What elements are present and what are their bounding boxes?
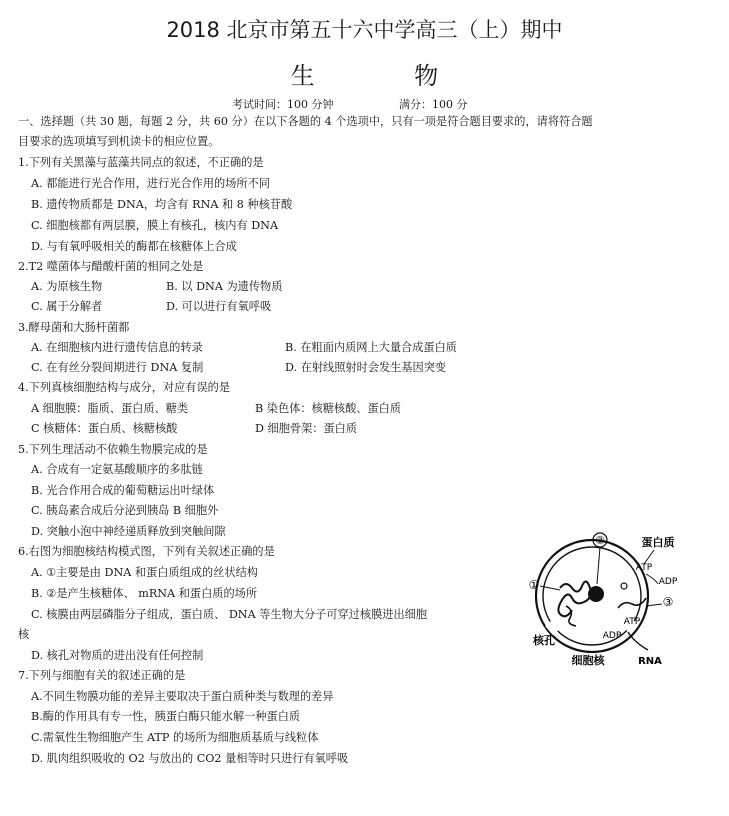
subject-title: 生 物: [290, 62, 485, 90]
q6-option-b: B. ②是产生核糖体、 mRNA 和蛋白质的场所: [31, 587, 258, 600]
label-adp-bottom: ADP: [602, 631, 622, 641]
q4-option-d: D 细胞骨架：蛋白质: [255, 422, 358, 435]
nuclear-pore: [545, 620, 560, 635]
q3-option-b: B. 在粗面内质网上大量合成蛋白质: [285, 341, 457, 354]
q2-option-d: D. 可以进行有氧呼吸: [166, 300, 272, 313]
nucleus-diagram: [520, 524, 690, 674]
label-1: ①: [528, 578, 540, 592]
exam-time: 考试时间：100 分钟: [232, 98, 334, 111]
q2-option-b: B. 以 DNA 为遗传物质: [166, 280, 283, 293]
q1-option-b: B. 遗传物质都是 DNA，均含有 RNA 和 8 种核苷酸: [31, 198, 293, 211]
q1-option-d: D. 与有氧呼吸相关的酶都在核糖体上合成: [31, 240, 237, 253]
label-protein: 蛋白质: [641, 536, 675, 549]
label-atp-bottom: ATP: [623, 617, 641, 627]
label-nucleus: 细胞核: [571, 654, 605, 667]
q3-option-a: A. 在细胞核内进行遗传信息的转录: [31, 341, 203, 354]
q6-option-c: C. 核膜由两层磷脂分子组成，蛋白质、 DNA 等生物大分子可穿过核膜进出细胞: [31, 608, 428, 621]
q2-option-a: A. 为原核生物: [31, 280, 103, 293]
q4-option-b: B 染色体：核糖核酸、蛋白质: [255, 402, 402, 415]
q3-stem: 3.酵母菌和大肠杆菌都: [18, 321, 130, 334]
exam-title: 2018 北京市第五十六中学高三（上）期中: [166, 18, 563, 42]
exam-score: 满分：100 分: [399, 98, 468, 111]
label-2: ②: [595, 534, 605, 547]
exam-info: [232, 96, 468, 112]
q6-stem: 6.右图为细胞核结构模式图，下列有关叙述正确的是: [18, 545, 275, 558]
q1-stem: 1.下列有关黑藻与蓝藻共同点的叙述，不正确的是: [18, 156, 264, 169]
section-instructions-line2: 目要求的选项填写到机读卡的相应位置。: [18, 135, 220, 148]
q3-option-c: C. 在有丝分裂间期进行 DNA 复制: [31, 361, 204, 374]
pointer-protein: [644, 550, 654, 564]
label-3: ③: [662, 595, 674, 609]
q7-stem: 7.下列与细胞有关的叙述正确的是: [18, 669, 186, 682]
q7-option-d: D. 肌肉组织吸收的 O2 与放出的 CO2 量相等时只进行有氧呼吸: [31, 752, 349, 765]
q7-option-b: B.酶的作用具有专一性，胰蛋白酶只能水解一种蛋白质: [31, 710, 301, 723]
q6-option-a: A. ①主要是由 DNA 和蛋白质组成的丝状结构: [31, 566, 258, 579]
label-adp-top: ADP: [658, 577, 678, 587]
nucleolus: [588, 586, 604, 602]
q6-option-c-continued: 核: [18, 628, 30, 641]
q2-option-c: C. 属于分解者: [31, 300, 103, 313]
label-nuclear-pore: 核孔: [533, 634, 555, 647]
q7-option-c: C.需氧性生物细胞产生 ATP 的场所为细胞质基质与线粒体: [31, 731, 319, 744]
q2-stem: 2.T2 噬菌体与醋酸杆菌的相同之处是: [18, 260, 204, 273]
q6-option-d: D. 核孔对物质的进出没有任何控制: [31, 649, 204, 662]
rough-er-strand: [618, 598, 646, 608]
q4-option-c: C 核糖体：蛋白质、核糖核酸: [31, 422, 178, 435]
section-instructions-line1: 一、选择题（共 30 题，每题 2 分，共 60 分）在以下各题的 4 个选项中，只有一项是符合题目要求的，请将符合题: [18, 115, 593, 128]
q4-option-a: A 细胞膜：脂质、蛋白质、糖类: [31, 402, 189, 415]
q5-option-b: B. 光合作用合成的葡萄糖运出叶绿体: [31, 484, 215, 497]
label-rna: RNA: [638, 656, 662, 667]
pointer-2: [597, 547, 600, 584]
q5-option-c: C. 胰岛素合成后分泌到胰岛 B 细胞外: [31, 504, 219, 517]
q5-option-d: D. 突触小泡中神经递质释放到突触间隙: [31, 525, 226, 538]
q5-stem: 5.下列生理活动不依赖生物膜完成的是: [18, 443, 208, 456]
q1-option-c: C. 细胞核都有两层膜，膜上有核孔，核内有 DNA: [31, 219, 279, 232]
q7-option-a: A.不同生物膜功能的差异主要取决于蛋白质种类与数理的差异: [31, 690, 334, 703]
arrow-atp-adp: [646, 574, 658, 584]
q5-option-a: A. 合成有一定氨基酸顺序的多肽链: [31, 463, 203, 476]
vesicle: [621, 583, 627, 589]
q4-stem: 4.下列真核细胞结构与成分，对应有误的是: [18, 381, 231, 394]
q3-option-d: D. 在射线照射时会发生基因突变: [285, 361, 447, 374]
label-atp-top: ATP: [635, 563, 653, 573]
chromatin: [558, 581, 590, 616]
q1-option-a: A. 都能进行光合作用，进行光合作用的场所不同: [31, 177, 270, 190]
